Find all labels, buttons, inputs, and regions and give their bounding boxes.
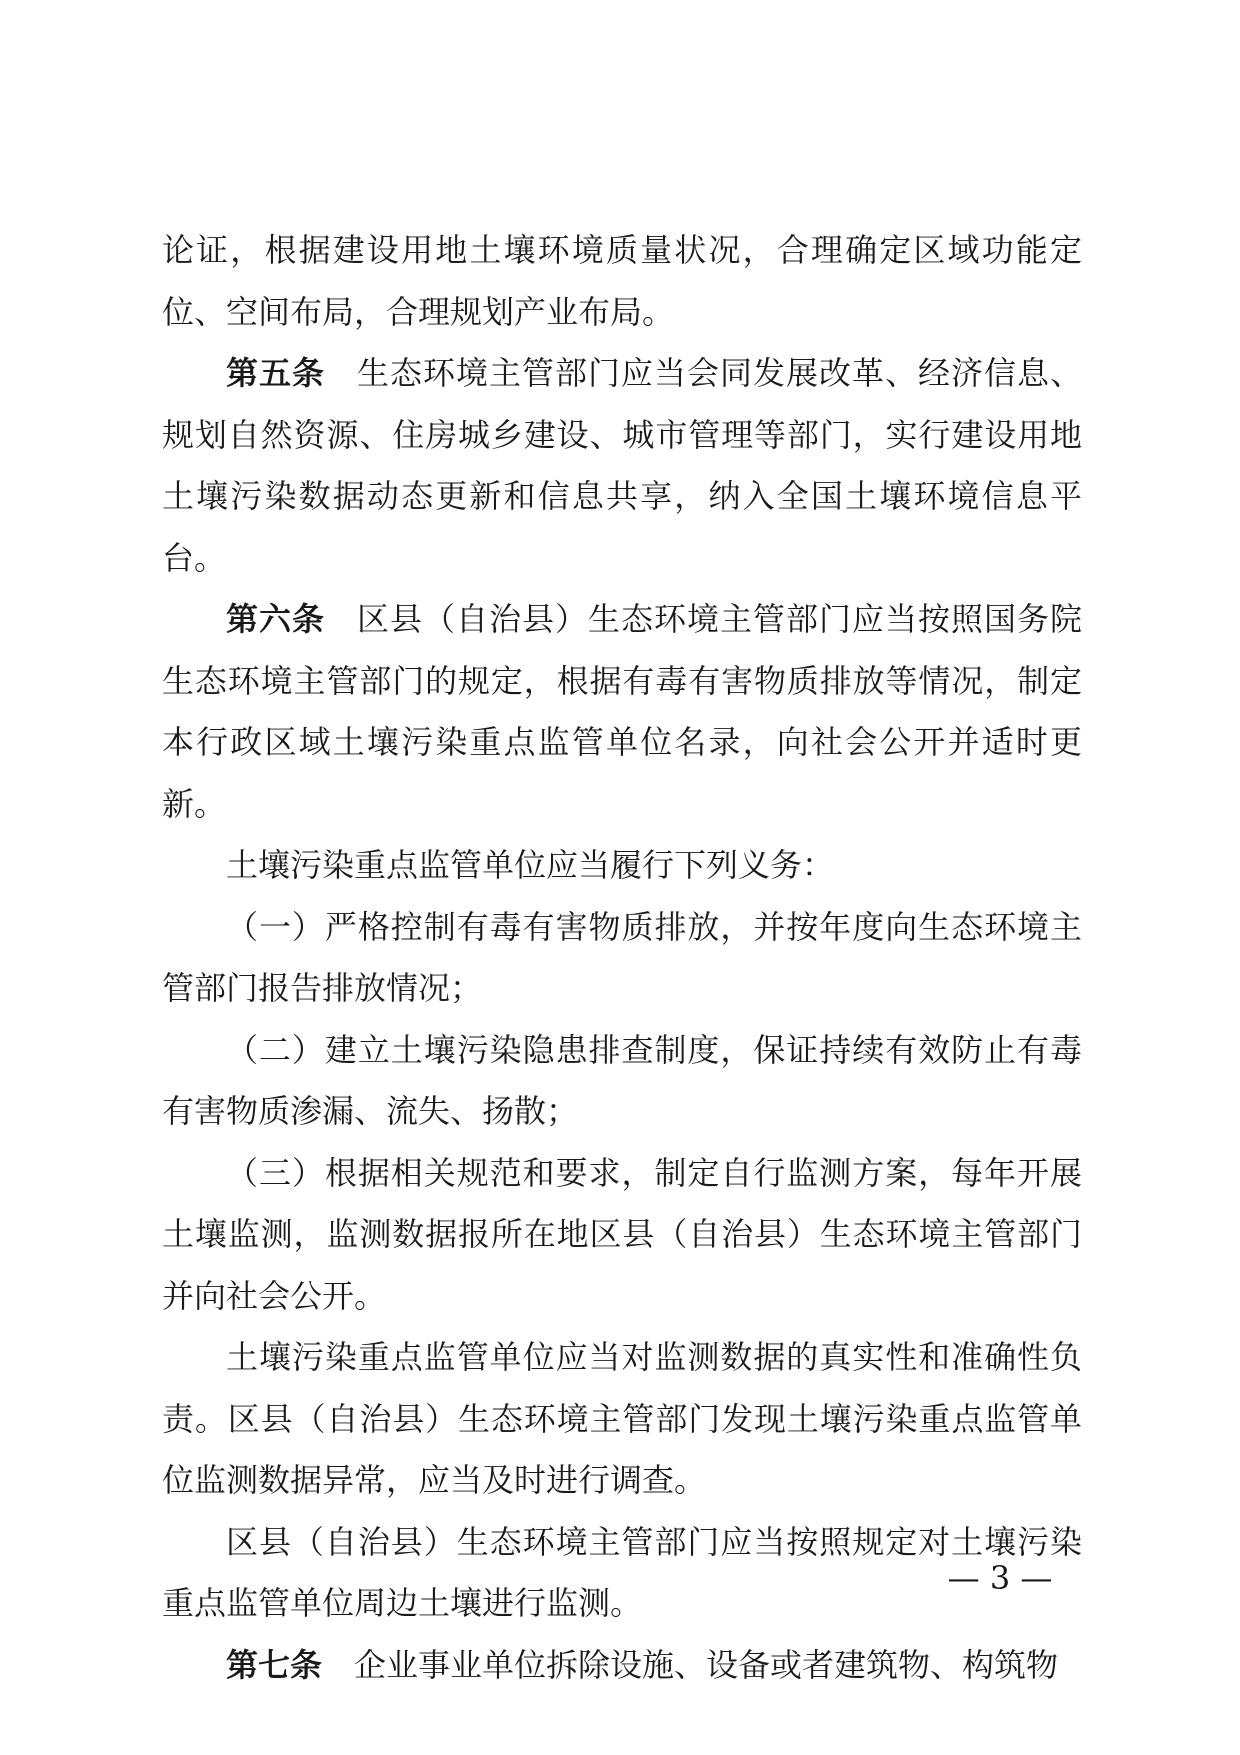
paragraph-text: 土壤污染重点监管单位应当对监测数据的真实性和准确性负责。区县（自治县）生态环境主管部门发现土壤污染重点监管单位监测数据异常，应当及时进行调查。 <box>162 1338 1082 1499</box>
article-number: 第五条 <box>226 354 325 392</box>
paragraph-text: 论证，根据建设用地土壤环境质量状况，合理确定区域功能定位、空间布局，合理规划产业布局。 <box>162 231 1082 331</box>
paragraph-text: 生态环境主管部门应当会同发展改革、经济信息、规划自然资源、住房城乡建设、城市管理等部门，实行建设用地土壤污染数据动态更新和信息共享，纳入全国土壤环境信息平台。 <box>162 354 1082 577</box>
paragraph-text: 企业事业单位拆除设施、设备或者建筑物、构筑物 <box>354 1645 1059 1684</box>
paragraph-text: 区县（自治县）生态环境主管部门应当按照国务院生态环境主管部门的规定，根据有毒有害物质排放等情况，制定本行政区域土壤污染重点监管单位名录，向社会公开并适时更新。 <box>162 600 1082 823</box>
paragraph-text: （一）严格控制有毒有害物质排放，并按年度向生态环境主管部门报告排放情况； <box>162 907 1082 1007</box>
paragraph-1 <box>162 220 1082 343</box>
paragraph-article-5 <box>162 343 1082 589</box>
paragraph-text: （二）建立土壤污染隐患排查制度，保证持续有效防止有毒有害物质渗漏、流失、扬散； <box>162 1030 1082 1130</box>
paragraph-item-1 <box>162 897 1082 1020</box>
paragraph-item-2 <box>162 1020 1082 1143</box>
paragraph-text: 区县（自治县）生态环境主管部门应当按照规定对土壤污染重点监管单位周边土壤进行监测。 <box>162 1522 1082 1622</box>
paragraph-article-6 <box>162 589 1082 835</box>
paragraph-obligations-intro <box>162 835 1082 897</box>
article-number: 第七条 <box>226 1645 323 1684</box>
paragraph-text: （三）根据相关规范和要求，制定自行监测方案，每年开展土壤监测，监测数据报所在地区县（自治县）生态环境主管部门并向社会公开。 <box>162 1153 1082 1315</box>
article-number: 第六条 <box>226 600 325 638</box>
paragraph-item-3 <box>162 1143 1082 1328</box>
document-body <box>162 220 1082 1696</box>
paragraph-responsibility <box>162 1327 1082 1512</box>
paragraph-article-7 <box>162 1635 1082 1697</box>
page-number: — 3 — <box>947 1559 1053 1597</box>
paragraph-text: 土壤污染重点监管单位应当履行下列义务： <box>226 846 835 884</box>
